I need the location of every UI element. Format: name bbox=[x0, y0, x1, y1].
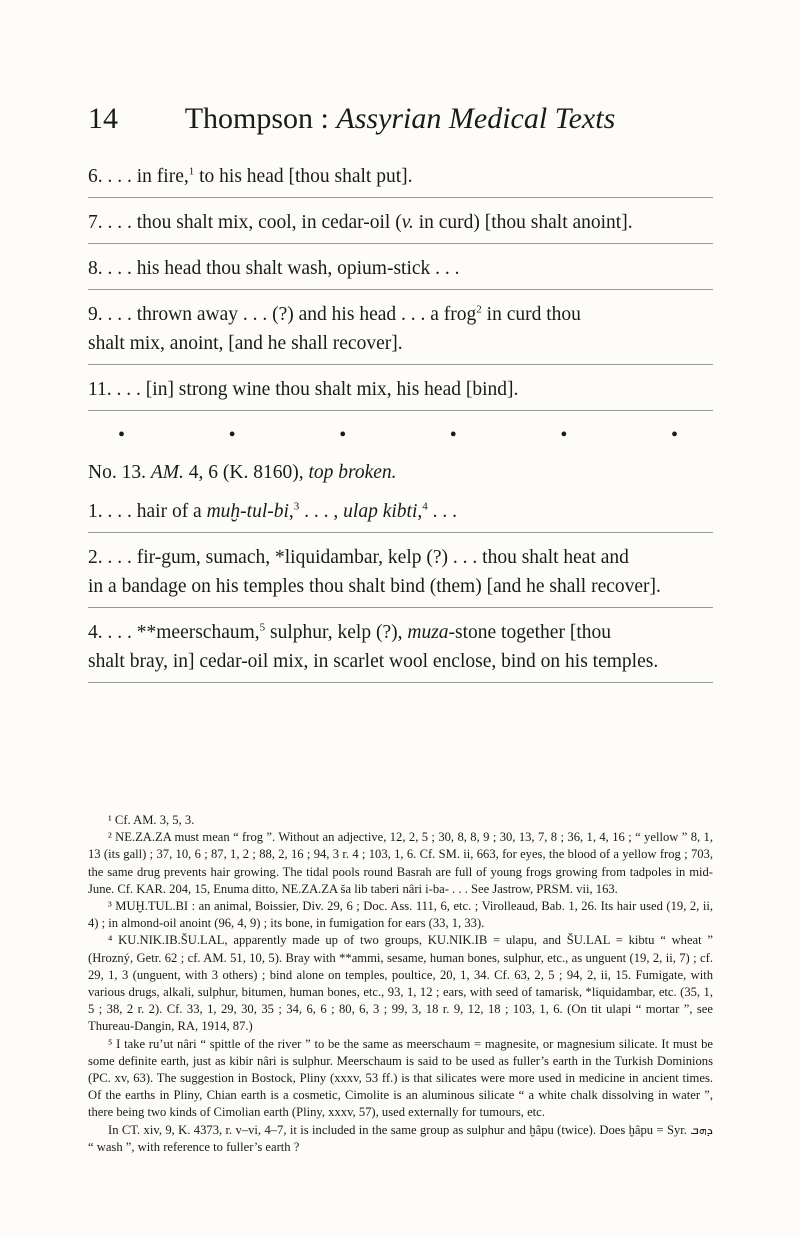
divider bbox=[88, 410, 713, 411]
running-header bbox=[0, 102, 800, 152]
footnote-2: ² NE.ZA.ZA must mean “ frog ”. Without an adjective, 12, 2, 5 ; 30, 8, 8, 9 ; 30, 13, 7, 8 ; 36, 1, 4, 16 ; “ yellow ” 8, 1, 13 (its gall) ; 37, 10, 6 ; 87, 1, 2 ; 88, 2, 16 ; 94, 3 r. 4 ; 103, 1, 6. Cf. SM. ii, 663, for eyes, the blood of a yellow frog ; 703, the same drug prevents hair growing. The tidal pools round Basrah are full of young frogs growing from tadpoles in mid-June. Cf. KAR. 204, 15, Enuma ditto, NE.ZA.ZA ša lib taberi nâri i-ba- . . . See Jastrow, PRSM. vii, 163. bbox=[88, 830, 713, 896]
footnote-5: ⁵ I take ru’ut nâri “ spittle of the river ” to be the same as meerschaum = magnesite, or magnesium silicate. It must be some definite earth, just as kibir nâri is sulphur. Meerschaum is said to be used as fuller’s earth in the Turkish Dominions (PC. xv, 63). The suggestion in Bostock, Pliny (xxxv, 53 ff.) is that silicates were more used in medicine in ancient times. Of the earths in Pliny, Chian earth is a cosmetic, Cimolite is an aluminous silicate “ a white chalk dissolving in water ”, there being two kinds of Cimolian earth (Pliny, xxxv, 57), used externally for tumours, etc. bbox=[88, 1036, 713, 1120]
footnotes bbox=[88, 812, 713, 1156]
line-7: 7. . . . thou shalt mix, cool, in cedar-oil (v. in curd) [thou shalt anoint]. bbox=[88, 212, 633, 233]
main-text bbox=[88, 162, 713, 693]
line-b4-cont: shalt bray, in] cedar-oil mix, in scarlet wool enclose, bind on his temples. bbox=[88, 651, 659, 672]
line-9-cont: shalt mix, anoint, [and he shall recover]. bbox=[88, 333, 403, 354]
divider bbox=[88, 197, 713, 198]
footnote-4: ⁴ KU.NIK.IB.ŠU.LAL, apparently made up of two groups, KU.NIK.IB = ulapu, and ŠU.LAL = kibtu “ wheat ” (Hrozný, Getr. 62 ; cf. AM. 51, 10, 5). Bray with **ammi, sesame, human bones, sulphur, etc., as unguent (19, 2, ii, 7) ; cf. 29, 1, 3 (unguent, with 3 others) ; bind alone on temples, poultice, 20, 1, 34. Cf. 63, 2, 5 ; 94, 2, ii, 15. Fumigate, with various drugs, alkali, sulphur, bitumen, human bones, etc., 93, 1, 12 ; ears, with seed of tamarisk, *liquidambar, etc. (35, 1, 5 ; 38, 2 r. 2). Cf. 33, 1, 29, 30, 35 ; 34, 6, 6 ; 80, 6, 3 ; 99, 3, 18 r. 9, 12, 18 ; 103, 1, 6. (On tit ulapi “ mortar ”, see Thureau-Dangin, RA, 1914, 87.) bbox=[88, 933, 713, 1034]
line-8: 8. . . . his head thou shalt wash, opium-stick . . . bbox=[88, 258, 460, 279]
divider bbox=[88, 364, 713, 365]
page-number: 14 bbox=[88, 102, 118, 135]
line-b2: 2. . . . fir-gum, sumach, *liquidambar, kelp (?) . . . thou shalt heat and bbox=[88, 547, 629, 568]
section-separator: • • • • • • bbox=[118, 424, 678, 446]
divider bbox=[88, 682, 713, 683]
footnote-1: ¹ Cf. AM. 3, 5, 3. bbox=[108, 813, 195, 827]
footnote-5-cont: In CT. xiv, 9, K. 4373, r. v–vi, 4–7, it is included in the same group as sulphur and ḫâpu (twice). Does ḫâpu = Syr. ܕܗܒ “ wash ”, with reference to fuller’s earth ? bbox=[88, 1122, 713, 1154]
line-b4: 4. . . . **meerschaum,$^5$ sulphur, kelp (?), muza-stone together [thou bbox=[88, 621, 611, 643]
author-name: Thompson : bbox=[184, 102, 329, 135]
book-title: Assyrian Medical Texts bbox=[336, 102, 616, 135]
divider bbox=[88, 532, 713, 533]
line-9: 9. . . . thrown away . . . (?) and his head . . . a frog$^2$ in curd thou bbox=[88, 303, 581, 325]
running-title bbox=[0, 102, 800, 136]
line-b2-cont: in a bandage on his temples thou shalt bind (them) [and he shall recover]. bbox=[88, 576, 661, 597]
line-b1: 1. . . . hair of a muḫ-tul-bi,$^3$ . . . , ulap kibti,$^4$ . . . bbox=[88, 500, 457, 522]
divider bbox=[88, 289, 713, 290]
line-11: 11. . . . [in] strong wine thou shalt mix, his head [bind]. bbox=[88, 379, 519, 400]
footnote-3: ³ MUḪ.TUL.BI : an animal, Boissier, Div. 29, 6 ; Doc. Ass. 111, 6, etc. ; Virolleaud, Bab. 1, 26. Its hair used (19, 2, ii, 4) ; in almond-oil anoint (96, 4, 9) ; its bone, in fumigation for ears (33, 1, 33). bbox=[88, 899, 713, 931]
section-heading: No. 13. AM. 4, 6 (K. 8160), top broken. bbox=[88, 462, 397, 483]
divider bbox=[88, 607, 713, 608]
divider bbox=[88, 243, 713, 244]
line-6: 6. . . . in fire,$^1$ to his head [thou shalt put]. bbox=[88, 165, 413, 187]
